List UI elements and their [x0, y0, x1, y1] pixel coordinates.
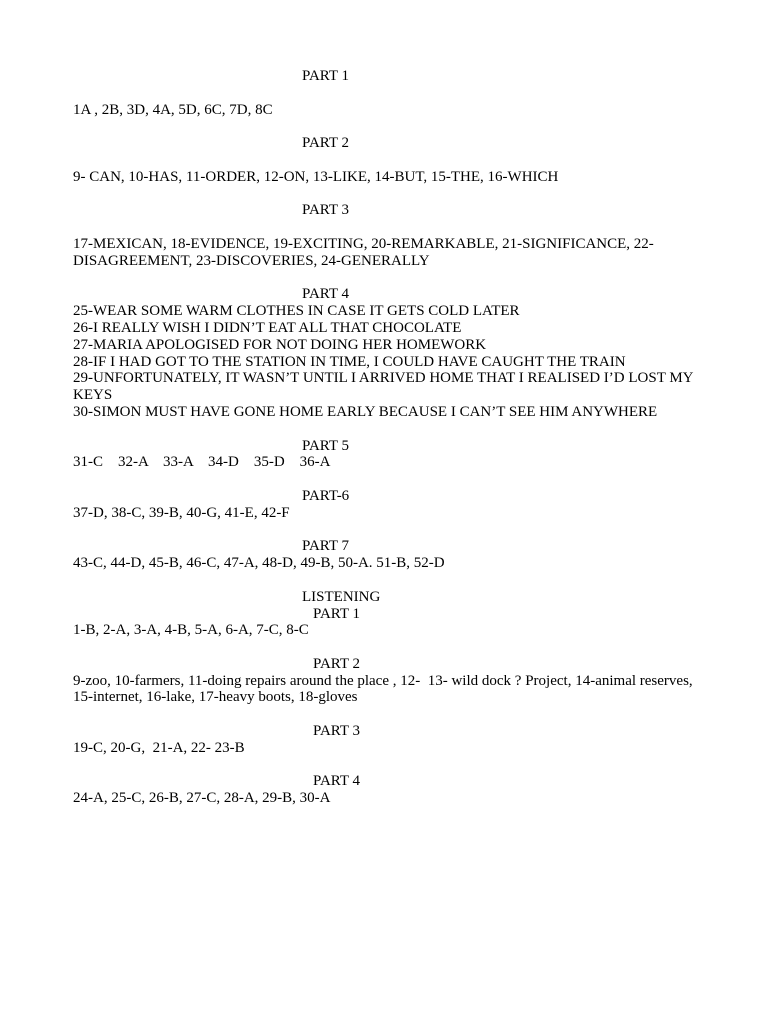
reading-part5-heading: PART 5 [302, 437, 350, 454]
listening-part4-heading: PART 4 [313, 773, 361, 790]
reading-part4-answer-27: 27-MARIA APOLOGISED FOR NOT DOING HER HOMEWORK [73, 336, 487, 353]
reading-part4-answer-29: 29-UNFORTUNATELY, IT WASN’T UNTIL I ARRIVED HOME THAT I REALISED I’D LOST MY KEYS [73, 370, 697, 404]
reading-part7-heading: PART 7 [302, 538, 350, 555]
reading-part4-answer-28: 28-IF I HAD GOT TO THE STATION IN TIME, I COULD HAVE CAUGHT THE TRAIN [73, 353, 626, 370]
reading-part4-answer-30: 30-SIMON MUST HAVE GONE HOME EARLY BECAUSE I CAN’T SEE HIM ANYWHERE [73, 403, 658, 420]
reading-part6-heading: PART-6 [302, 487, 350, 504]
reading-part4-answer-26: 26-I REALLY WISH I DIDN’T EAT ALL THAT CHOCOLATE [73, 319, 462, 336]
listening-part3-heading: PART 3 [313, 723, 361, 740]
reading-part2-heading: PART 2 [302, 135, 350, 152]
reading-part6-answers: 37-D, 38-C, 39-B, 40-G, 41-E, 42-F [73, 504, 290, 521]
listening-part1-answers: 1-B, 2-A, 3-A, 4-B, 5-A, 6-A, 7-C, 8-C [73, 622, 309, 639]
listening-part3-answers: 19-C, 20-G, 21-A, 22- 23-B [73, 739, 245, 756]
reading-part7-answers: 43-C, 44-D, 45-B, 46-C, 47-A, 48-D, 49-B, 50-A. 51-B, 52-D [73, 555, 445, 572]
reading-part5-answers: 31-C 32-A 33-A 34-D 35-D 36-A [73, 454, 331, 471]
reading-part1-answers: 1A , 2B, 3D, 4A, 5D, 6C, 7D, 8C [73, 101, 273, 118]
listening-part2-answers: 9-zoo, 10-farmers, 11-doing repairs around the place , 12- 13- wild dock ? Project, 14-animal reserves, 15-internet, 16-lake, 17-heavy boots, 18-gloves [73, 672, 697, 706]
listening-title: LISTENING [302, 588, 381, 605]
reading-part3-answers: 17-MEXICAN, 18-EVIDENCE, 19-EXCITING, 20-REMARKABLE, 21-SIGNIFICANCE, 22-DISAGREEMENT, 23-DISCOVERIES, 24-GENERALLY [73, 235, 654, 269]
reading-part1-heading: PART 1 [302, 68, 350, 84]
listening-part1-heading: PART 1 [313, 605, 361, 622]
reading-part4-heading: PART 4 [302, 286, 350, 303]
reading-part4-answer-25: 25-WEAR SOME WARM CLOTHES IN CASE IT GETS COLD LATER [73, 303, 520, 320]
listening-part2-heading: PART 2 [313, 655, 361, 672]
listening-part4-answers: 24-A, 25-C, 26-B, 27-C, 28-A, 29-B, 30-A [73, 790, 331, 807]
reading-part2-answers: 9- CAN, 10-HAS, 11-ORDER, 12-ON, 13-LIKE, 14-BUT, 15-THE, 16-WHICH [73, 168, 559, 185]
reading-part3-heading: PART 3 [302, 202, 350, 219]
answer-key-document [73, 68, 697, 807]
